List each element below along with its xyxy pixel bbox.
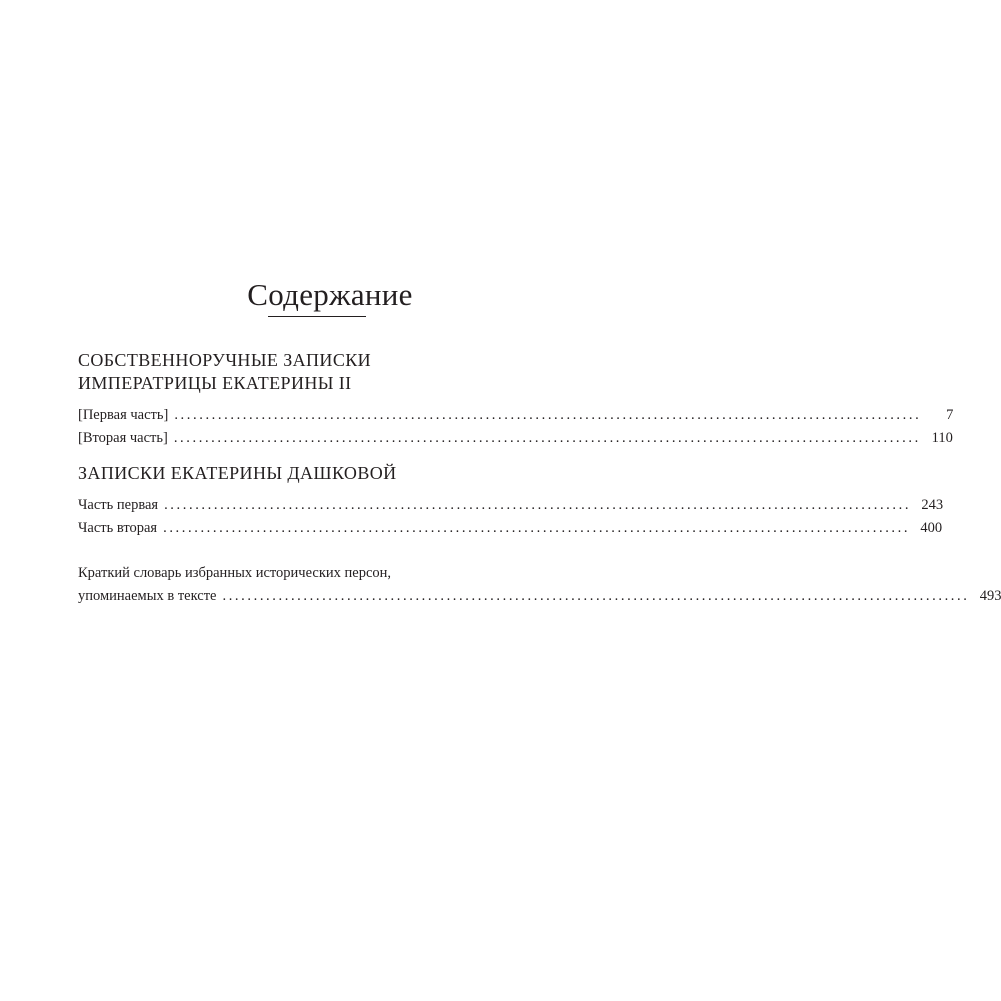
page-title: Содержание: [247, 277, 413, 312]
toc-entry-label: упоминаемых в тексте: [78, 588, 217, 604]
toc-section-dashkova: [78, 462, 944, 540]
toc-entry-page-number: 110: [931, 430, 953, 446]
section-heading-line: СОБСТВЕННОРУЧНЫЕ ЗАПИСКИ: [78, 350, 372, 370]
toc-entry-label: [Вторая часть]: [78, 430, 168, 446]
toc-entry-last-line: [78, 585, 1001, 608]
toc-entry-label: Часть первая: [78, 497, 159, 513]
toc-entry-label: Часть вторая: [78, 520, 158, 536]
section-heading-line: ИМПЕРАТРИЦЫ ЕКАТЕРИНЫ II: [78, 373, 352, 393]
title-underline: [268, 316, 366, 317]
toc-entry[interactable]: [78, 517, 943, 540]
toc-section-catherine-ii: [78, 349, 954, 450]
section-heading: [78, 349, 528, 395]
toc-entry-list: [78, 494, 944, 540]
dot-leader: ........................................................................................................................: [222, 588, 970, 604]
dot-leader: ........................................................................................................................: [174, 407, 922, 423]
section-heading: [78, 462, 528, 485]
toc-entry-label: Краткий словарь избранных исторических персон,: [78, 565, 392, 581]
dot-leader: ........................................................................................................................: [173, 430, 921, 446]
dot-leader: ........................................................................................................................: [163, 520, 911, 536]
toc-entry[interactable]: [78, 427, 953, 450]
table-of-contents: [78, 349, 1001, 608]
toc-section-dictionary: [78, 562, 1001, 608]
toc-entry-page-number: 400: [920, 520, 943, 536]
toc-entry-label: [Первая часть]: [78, 407, 169, 423]
section-heading-line: ЗАПИСКИ ЕКАТЕРИНЫ ДАШКОВОЙ: [78, 463, 397, 483]
toc-entry[interactable]: [78, 562, 1001, 608]
toc-entry-list: [78, 404, 954, 450]
toc-entry-page-number: 493: [979, 588, 1001, 604]
toc-entry[interactable]: [78, 404, 954, 427]
toc-entry-page-number: 243: [921, 497, 944, 513]
toc-entry-page-number: 7: [946, 407, 954, 423]
dot-leader: ........................................................................................................................: [164, 497, 912, 513]
toc-entry[interactable]: [78, 494, 944, 517]
